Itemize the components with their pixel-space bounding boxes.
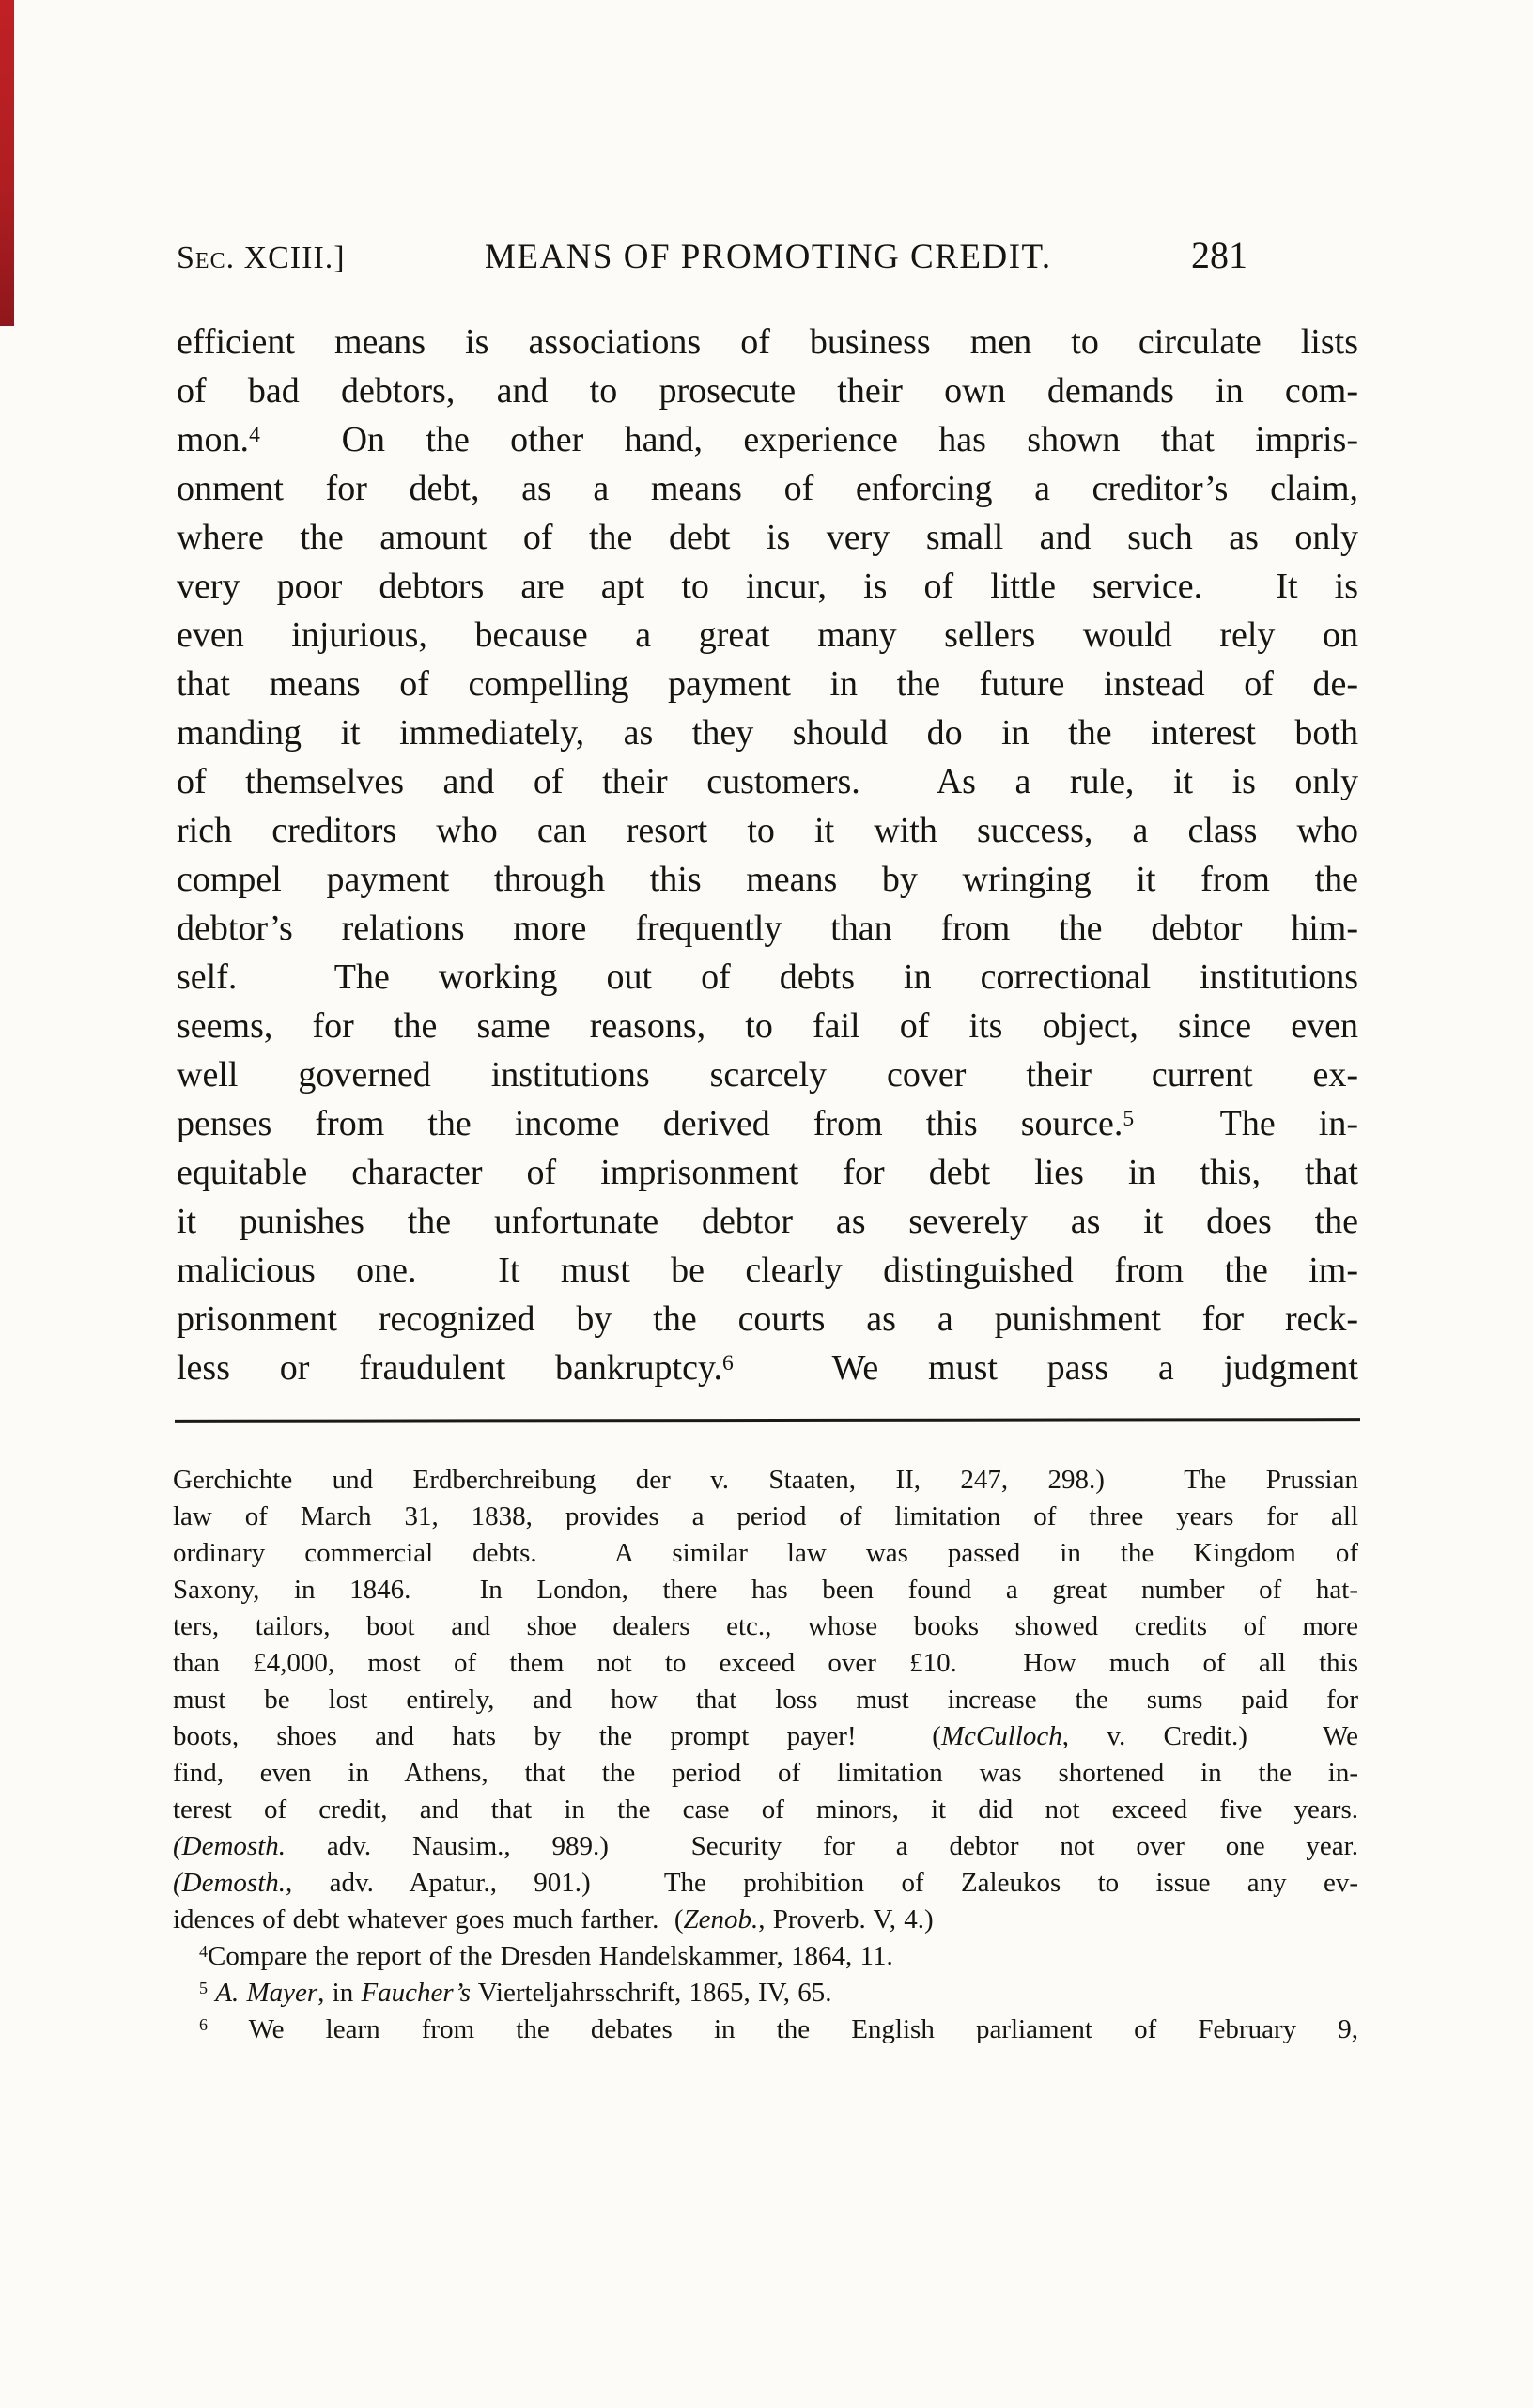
footnote-line: than £4,000, most of them not to exceed over £10. How much of all this <box>173 1648 1358 1678</box>
body-line: it punishes the unfortunate debtor as severely as it does the <box>177 1202 1358 1241</box>
body-line: efficient means is associations of business men to circulate lists <box>177 322 1358 362</box>
footnote-line: find, even in Athens, that the period of limitation was shortened in the in- <box>173 1758 1358 1788</box>
footnote-marker: 4 <box>249 423 260 448</box>
body-line: manding it immediately, as they should do in the interest both <box>177 713 1358 753</box>
footnote-marker: 5 <box>199 1979 208 1998</box>
running-title: MEANS OF PROMOTING CREDIT. <box>484 238 1052 276</box>
footnote-marker: 6 <box>722 1351 734 1376</box>
footnote-line: Saxony, in 1846. In London, there has been found a great number of hat- <box>173 1575 1358 1605</box>
body-line: well governed institutions scarcely cover their current ex- <box>177 1055 1358 1095</box>
footnote-line: idences of debt whatever goes much farther. (Zenob., Proverb. V, 4.) <box>173 1904 934 1934</box>
footnote-line: law of March 31, 1838, provides a period of limitation of three years for all <box>173 1501 1358 1531</box>
footnote-line: Gerchichte und Erdberchreibung der v. Staaten, II, 247, 298.) The Prussian <box>173 1465 1358 1495</box>
body-line: seems, for the same reasons, to fail of its object, since even <box>177 1006 1358 1046</box>
scan-edge-artifact <box>0 0 14 326</box>
body-line: less or fraudulent bankruptcy.$^6$ We must pass a judgment <box>177 1348 1358 1388</box>
body-line: prisonment recognized by the courts as a punishment for reck- <box>177 1299 1358 1339</box>
footnote-marker: 4 <box>199 1942 208 1962</box>
page-header <box>177 233 1358 277</box>
body-line: rich creditors who can resort to it with success, a class who <box>177 811 1358 850</box>
section-label: Sec. XCIII.] <box>177 241 346 275</box>
body-line: that means of compelling payment in the future instead of de- <box>177 664 1358 704</box>
body-line: where the amount of the debt is very small and such as only <box>177 518 1358 557</box>
body-line: penses from the income derived from this source.$^5$ The in- <box>177 1104 1358 1143</box>
footnote-separator-rule <box>175 1418 1360 1423</box>
body-line: malicious one. It must be clearly distinguished from the im- <box>177 1251 1358 1290</box>
body-line: very poor debtors are apt to incur, is of little service. It is <box>177 567 1358 606</box>
footnote-line: (Demosth. adv. Nausim., 989.) Security for a debtor not over one year. <box>173 1831 1358 1861</box>
body-line: onment for debt, as a means of enforcing a creditor’s claim, <box>177 469 1358 508</box>
footnote-marker: 6 <box>199 2015 208 2035</box>
body-line: of bad debtors, and to prosecute their own demands in com- <box>177 371 1358 411</box>
body-line: debtor’s relations more frequently than from the debtor him- <box>177 909 1358 948</box>
body-line: even injurious, because a great many sellers would rely on <box>177 615 1358 655</box>
footnote-line: boots, shoes and hats by the prompt payer! (McCulloch, v. Credit.) We <box>173 1721 1358 1751</box>
body-text <box>177 318 1358 1392</box>
footnote-marker: 5 <box>1123 1107 1135 1132</box>
footnote-line: (Demosth., adv. Apatur., 901.) The prohibition of Zaleukos to issue any ev- <box>173 1868 1358 1898</box>
body-line: compel payment through this means by wringing it from the <box>177 860 1358 899</box>
footnote-line: $^4$Compare the report of the Dresden Handelskammer, 1864, 11. <box>199 1941 893 1971</box>
footnote-line: ordinary commercial debts. A similar law was passed in the Kingdom of <box>173 1538 1358 1568</box>
footnote-line: $^5$ A. Mayer, in Faucher’s Vierteljahrsschrift, 1865, IV, 65. <box>199 1978 832 2008</box>
footnote-line: $^6$ We learn from the debates in the English parliament of February 9, <box>199 2014 1358 2044</box>
body-line: self. The working out of debts in correctional institutions <box>177 957 1358 997</box>
body-line: equitable character of imprisonment for debt lies in this, that <box>177 1153 1358 1192</box>
footnotes <box>173 1462 1358 2048</box>
body-line: of themselves and of their customers. As a rule, it is only <box>177 762 1358 801</box>
footnote-line: terest of credit, and that in the case of minors, it did not exceed five years. <box>173 1794 1358 1825</box>
footnote-line: ters, tailors, boot and shoe dealers etc., whose books showed credits of more <box>173 1611 1358 1641</box>
body-line: mon.$^4$ On the other hand, experience has shown that impris- <box>177 420 1358 459</box>
footnote-line: must be lost entirely, and how that loss must increase the sums paid for <box>173 1685 1358 1715</box>
page-number: 281 <box>1191 234 1247 276</box>
